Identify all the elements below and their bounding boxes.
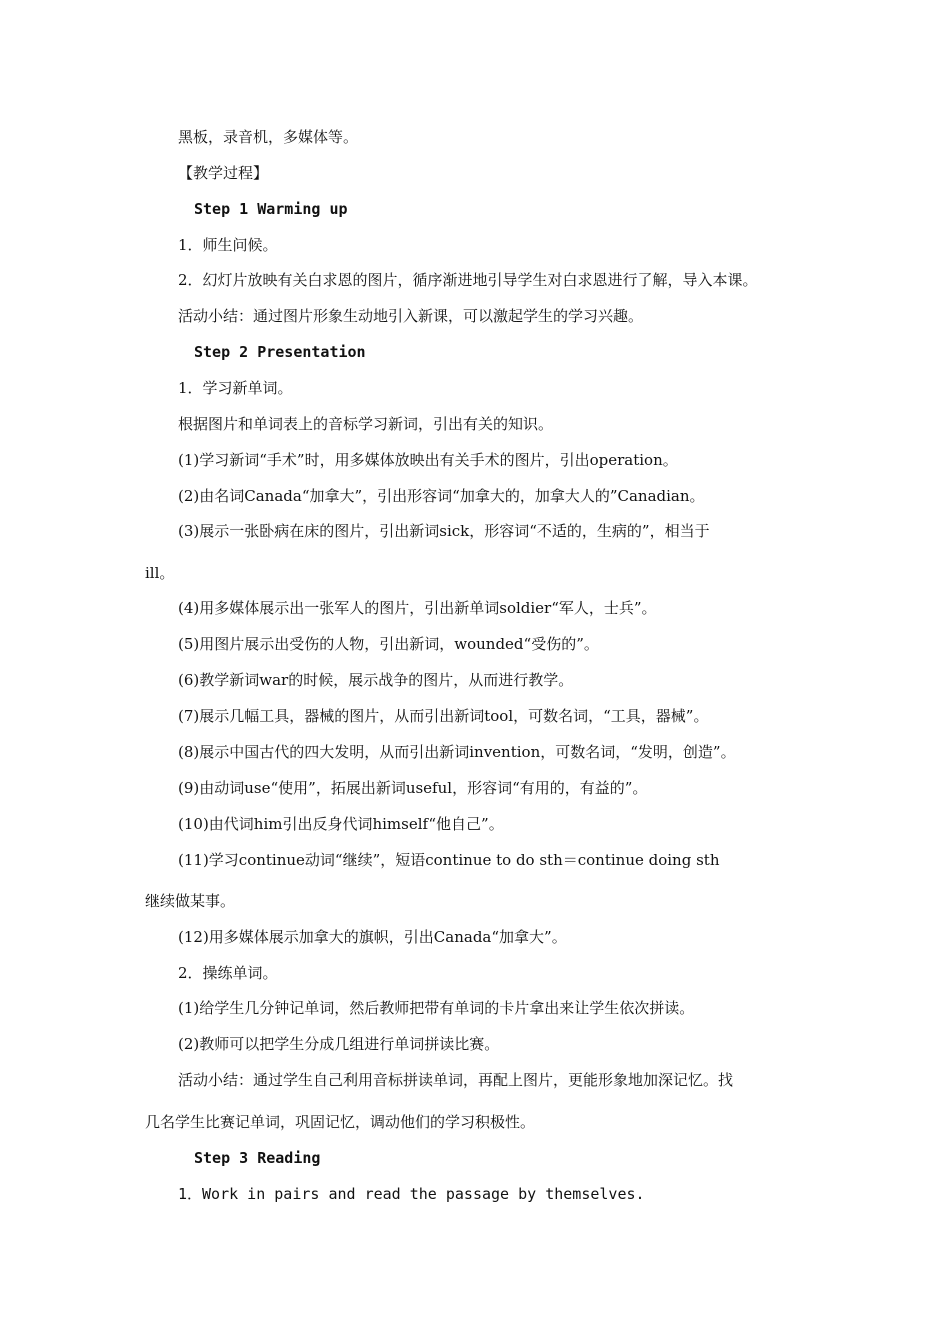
step-1-heading: Step 1 Warming up: [194, 200, 348, 218]
list-item: (1)给学生几分钟记单词，然后教师把带有单词的卡片拿出来让学生依次拼读。: [178, 999, 695, 1017]
list-item: (2)由名词Canada“加拿大”，引出形容词“加拿大的，加拿大人的”Canadian。: [178, 487, 705, 505]
paragraph: 2．操练单词。: [178, 964, 278, 982]
step-3-heading: Step 3 Reading: [194, 1149, 321, 1167]
list-item: (6)教学新词war的时候，展示战争的图片，从而进行教学。: [178, 671, 574, 689]
paragraph: 1．Work in pairs and read the passage by themselves.: [178, 1185, 645, 1203]
paragraph: 根据图片和单词表上的音标学习新词，引出有关的知识。: [178, 415, 554, 433]
list-item-continuation: 继续做某事。: [145, 892, 236, 910]
activity-summary: 活动小结：通过图片形象生动地引入新课，可以激起学生的学习兴趣。: [178, 307, 644, 325]
activity-summary-continuation: 几名学生比赛记单词，巩固记忆，调动他们的学习积极性。: [145, 1113, 536, 1131]
list-item: (5)用图片展示出受伤的人物，引出新词，wounded“受伤的”。: [178, 635, 599, 653]
paragraph: 2．幻灯片放映有关白求恩的图片，循序渐进地引导学生对白求恩进行了解，导入本课。: [178, 271, 758, 289]
section-heading-teaching-process: 【教学过程】: [178, 164, 269, 182]
activity-summary: 活动小结：通过学生自己利用音标拼读单词，再配上图片，更能形象地加深记忆。找: [178, 1071, 734, 1089]
step-2-heading: Step 2 Presentation: [194, 343, 366, 361]
list-item: (10)由代词him引出反身代词himself“他自己”。: [178, 815, 504, 833]
list-item: (4)用多媒体展示出一张军人的图片，引出新单词soldier“军人，士兵”。: [178, 599, 657, 617]
list-item: (1)学习新词“手术”时，用多媒体放映出有关手术的图片，引出operation。: [178, 451, 678, 469]
paragraph: 1．学习新单词。: [178, 379, 293, 397]
list-item: (11)学习continue动词“继续”，短语continue to do sth＝continue doing sth: [178, 851, 720, 869]
list-item: (3)展示一张卧病在床的图片，引出新词sick，形容词“不适的，生病的”，相当于: [178, 522, 710, 540]
paragraph: 1．师生问候。: [178, 236, 278, 254]
list-item-continuation: ill。: [145, 564, 175, 582]
list-item: (9)由动词use“使用”，拓展出新词useful，形容词“有用的，有益的”。: [178, 779, 648, 797]
list-item: (2)教师可以把学生分成几组进行单词拼读比赛。: [178, 1035, 500, 1053]
list-item: (8)展示中国古代的四大发明，从而引出新词invention，可数名词，“发明，创造”。: [178, 743, 736, 761]
list-item: (7)展示几幅工具，器械的图片，从而引出新词tool，可数名词，“工具，器械”。: [178, 707, 709, 725]
list-item: (12)用多媒体展示加拿大的旗帜，引出Canada“加拿大”。: [178, 928, 567, 946]
materials-line: 黑板，录音机，多媒体等。: [178, 128, 359, 146]
